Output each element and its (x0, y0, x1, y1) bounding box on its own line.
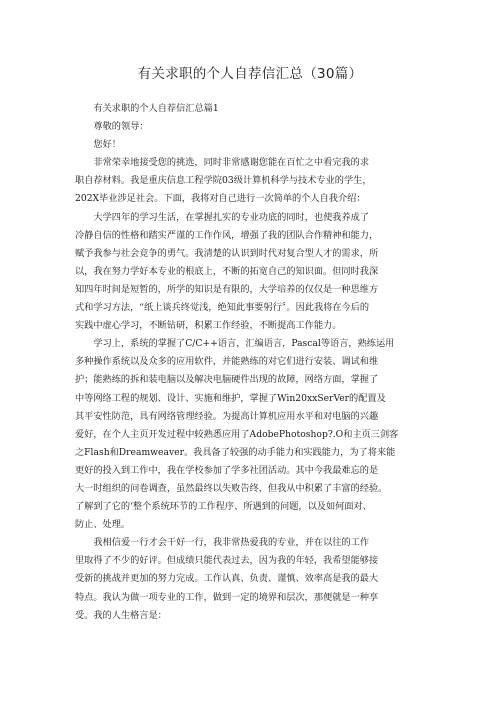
text-line: 赋予我参与社会竞争的勇气。我清楚的认识到时代对复合型人才的需求，所 (75, 247, 379, 259)
text-line: 爱好，在个人主页开发过程中较熟悉应用了AdobePhotoshop?.O和主页三剑客 (75, 428, 399, 440)
text-line: 其平安性防范，具有网络管理经验。为提高计算机应用水平和对电脑的兴趣 (75, 410, 379, 422)
text-line: 受新的挑战并更加的努力完成。工作认真、负责、谨慎、效率高是我的最大 (75, 573, 379, 585)
text-line: 知四年时间是短暂的，所学的知识是有限的，大学培养的仅仅是一种思维方 (75, 283, 379, 295)
text-line: 之Flash和Dreamweaver。我具备了较强的动手能力和实践能力，为了将来能 (75, 446, 396, 458)
text-line: 职自荐材料。我是重庆信息工程学院03级计算机科学与技术专业的学生， (75, 175, 372, 187)
text-line: 护；能熟练的拆和装电脑以及解决电脑硬件出现的故障，网络方面，掌握了 (75, 374, 379, 386)
text-line: 非常荣幸地接受您的挑选，同时非常感谢您能在百忙之中看完我的求 (93, 157, 370, 169)
text-line: 式和学习方法，“纸上谈兵终觉浅，绝知此事要躬行〞。因此我将在今后的 (75, 302, 370, 314)
text-line: 大学四年的学习生活，在掌握扎实的专业功底的同时，也使我养成了 (93, 211, 370, 223)
text-line: 冷静自信的性格和踏实严谨的工作作风，增强了我的团队合作精神和能力， (75, 229, 379, 241)
text-line: 202X毕业涉足社会。下面，我将对自己进行一次简单的个人自我介绍： (75, 193, 366, 205)
text-line: 中等网络工程的规划、设计、实施和维护，掌握了Win20xxSerVer的配置及 (75, 392, 386, 404)
text-line: 防止、处理。 (75, 519, 131, 531)
text-line: 以，我在努力学好本专业的根底上，不断的拓宽自己的知识面。但同时我深 (75, 265, 379, 277)
text-line: 多种操作系统以及众多的应用软件，并能熟练的对它们进行安装、调试和维 (75, 356, 379, 368)
text-line: 大一时组织的问卷调查，虽然最终以失败告终，但我从中积累了丰富的经验。 (75, 482, 388, 494)
text-line: 您好！ (93, 139, 121, 151)
text-line: 尊敬的领导： (93, 121, 149, 133)
text-line: 特点。我认为做一项专业的工作，做到一定的境界和层次，那便就是一种享 (75, 591, 379, 603)
text-line: 有关求职的个人自荐信汇总篇1 (93, 103, 219, 114)
text-line: 学习上，系统的掌握了C/C++语言，汇编语言，Pascal等语言，熟练运用 (93, 338, 395, 350)
text-line: 里取得了不少的好评。但成绩只能代表过去，因为我的年轻，我希望能够接 (75, 555, 379, 567)
text-line: 实践中虚心学习，不断钻研，积累工作经验，不断提高工作能力。 (75, 320, 342, 332)
document-title: 有关求职的个人自荐信汇总（30篇） (137, 66, 363, 82)
text-line: 我相信爱一行才会干好一行，我非常热爱我的专业，并在以往的工作 (93, 537, 370, 549)
text-line: 受。我的人生格言是： (75, 609, 167, 621)
text-line: 更好的投入到工作中，我在学校参加了学多社团活动。其中今我最难忘的是 (75, 464, 379, 476)
document-body (75, 100, 427, 625)
text-line: 了解到了它的‘整个系统环节的工作程序、所遇到的问题，以及如何面对、 (75, 501, 372, 513)
